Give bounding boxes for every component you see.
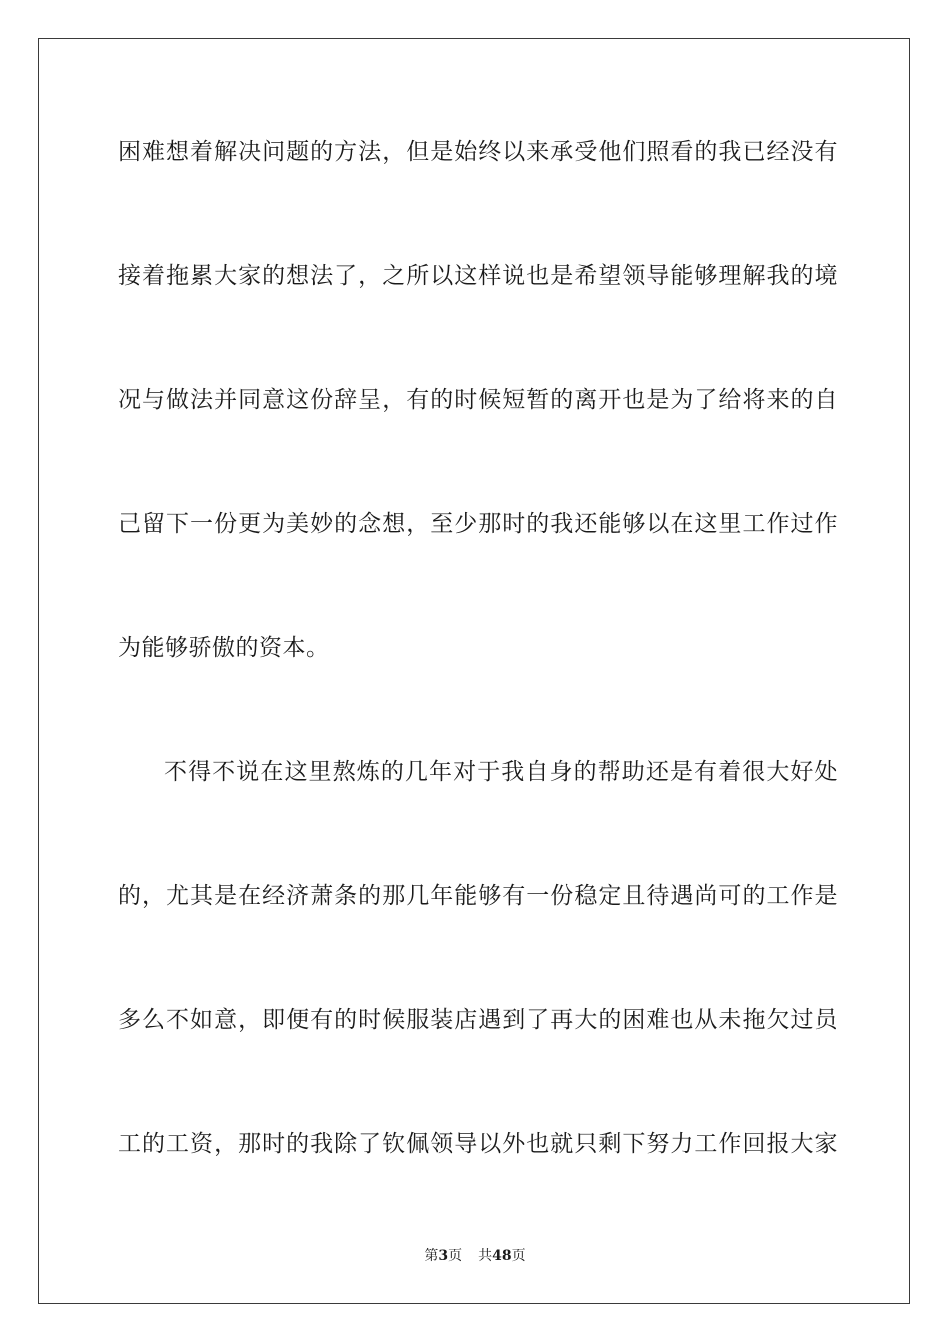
total-pages: 48 [492,1248,512,1264]
total-prefix: 共 [478,1248,493,1264]
paragraph-line: 况与做法并同意这份辞呈，有的时候短暂的离开也是为了给将来的自 [118,387,838,413]
paragraph-first-line: 不得不说在这里熬炼的几年对于我自身的帮助还是有着很大好处 [164,759,838,785]
paragraph-line: 工的工资，那时的我除了钦佩领导以外也就只剩下努力工作回报大家 [118,1131,838,1157]
paragraph-line: 己留下一份更为美妙的念想，至少那时的我还能够以在这里工作过作 [118,511,838,537]
paragraph-line: 多么不如意，即便有的时候服装店遇到了再大的困难也从未拖欠过员 [118,1007,838,1033]
paragraph-line: 接着拖累大家的想法了，之所以这样说也是希望领导能够理解我的境 [118,263,838,289]
page-suffix: 页 [448,1248,463,1264]
paragraph-line: 困难想着解决问题的方法，但是始终以来承受他们照看的我已经没有 [118,139,838,165]
paragraph-line: 为能够骄傲的资本。 [118,635,330,661]
page-number: 3 [438,1248,449,1264]
page-prefix: 第 [424,1248,439,1264]
paragraph-line: 的，尤其是在经济萧条的那几年能够有一份稳定且待遇尚可的工作是 [118,883,838,909]
page-border [38,38,910,1304]
page-footer [0,1246,950,1266]
total-suffix: 页 [511,1248,526,1264]
